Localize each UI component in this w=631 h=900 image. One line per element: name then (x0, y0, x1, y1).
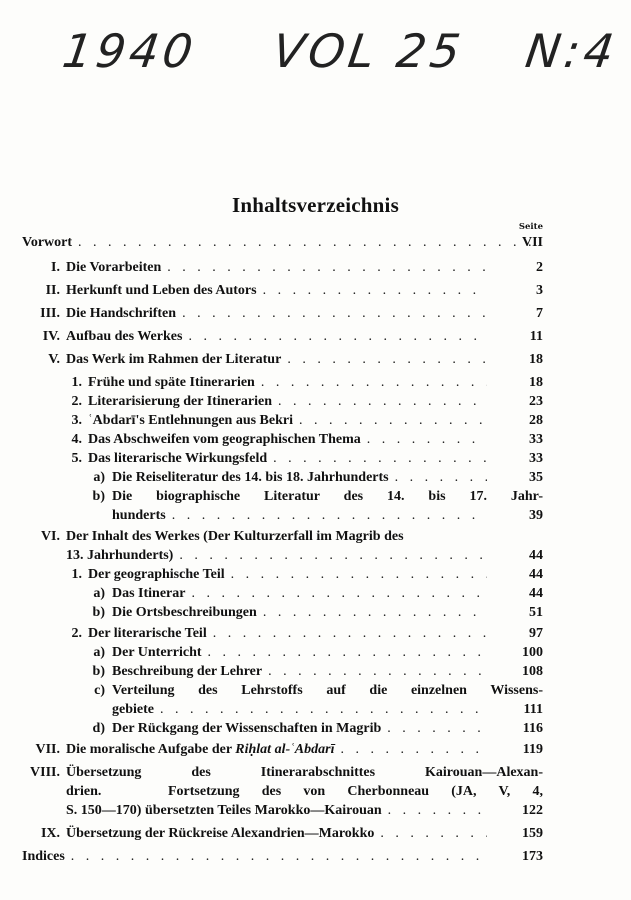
toc-entry-continued: gebiete . . . (112, 701, 493, 719)
toc-entry-continued: drien. Fortsetzung des von Cherbonneau (JA, V, 4, (66, 784, 543, 799)
toc-page: 111 (523, 702, 543, 717)
toc-page: 33 (529, 432, 543, 447)
toc-page: 23 (529, 394, 543, 409)
toc-entry: Die Handschriften . . . (66, 305, 493, 323)
toc-page: 173 (522, 849, 543, 864)
toc-page: 2 (536, 260, 543, 275)
toc-entry: Die Vorarbeiten . . . (66, 259, 493, 277)
toc-entry: Das literarische Wirkungsfeld . . . (88, 450, 493, 468)
toc-number: b) (92, 664, 105, 679)
toc-page: 100 (522, 645, 543, 660)
toc-page: 108 (522, 664, 543, 679)
toc-entry: Literarisierung der Itinerarien . . . (88, 393, 493, 411)
toc-entry: Die Reiseliteratur des 14. bis 18. Jahrhunderts . . . (112, 469, 493, 487)
toc-page: 18 (529, 375, 543, 390)
toc-entry: Beschreibung der Lehrer . . . (112, 663, 493, 681)
toc-page: 122 (522, 803, 543, 818)
toc-entry: Der Unterricht . . . (112, 644, 493, 662)
toc-entry-continued: 13. Jahrhunderts) . . . (66, 547, 493, 565)
handwritten-volume: VOL 25 (269, 24, 468, 78)
toc-number: 3. (71, 413, 82, 428)
toc-number: VI. (40, 529, 60, 544)
toc-entry: Übersetzung des Itinerarabschnittes Kairouan—Alexan- (66, 765, 543, 780)
toc-entry: Verteilung des Lehrstoffs auf die einzelnen Wissens- (112, 683, 543, 698)
toc-page: 18 (529, 352, 543, 367)
toc-number: IX. (40, 826, 60, 841)
toc-page: 33 (529, 451, 543, 466)
toc-entry: Das Werk im Rahmen der Literatur . . . (66, 351, 493, 369)
toc-number: 4. (71, 432, 82, 447)
toc-entry: Der literarische Teil . . . (88, 625, 493, 643)
toc-number: III. (40, 306, 60, 321)
toc-page: 97 (529, 626, 543, 641)
toc-entry-italic-title: Riḥlat al-ʿAbdarī (235, 742, 335, 757)
toc-number: b) (92, 489, 105, 504)
toc-page: 119 (522, 742, 543, 757)
toc-number: a) (93, 645, 105, 660)
toc-page: 159 (522, 826, 543, 841)
toc-number: VII. (35, 742, 60, 757)
toc-entry: Herkunft und Leben des Autors . . . (66, 282, 493, 300)
toc-page: VII (521, 235, 543, 250)
toc-entry: Der Inhalt des Werkes (Der Kulturzerfall im Magrib des (66, 529, 404, 544)
toc-number: 1. (71, 375, 82, 390)
toc-page: 35 (529, 470, 543, 485)
toc-page: 44 (529, 567, 543, 582)
toc-page: 3 (536, 283, 543, 298)
toc-entry-continued: hunderts . . . (112, 507, 493, 525)
toc-page: 51 (529, 605, 543, 620)
toc-number: b) (92, 605, 105, 620)
toc-number: 1. (71, 567, 82, 582)
toc-entry: Aufbau des Werkes . . . (66, 328, 493, 346)
toc-entry-continued: S. 150—170) übersetzten Teiles Marokko—Kairouan . . . (66, 802, 493, 820)
toc-page: 28 (529, 413, 543, 428)
toc-number: I. (51, 260, 60, 275)
handwritten-year: 1940 (59, 24, 200, 78)
toc-number: V. (48, 352, 60, 367)
toc-entry: Frühe und späte Itinerarien . . . (88, 374, 493, 392)
page-title: Inhaltsverzeichnis (232, 193, 399, 217)
toc-entry: ʿAbdarī's Entlehnungen aus Bekri . . . (88, 412, 493, 430)
toc-entry: Übersetzung der Rückreise Alexandrien—Marokko . . . (66, 825, 493, 843)
toc-page: 7 (536, 306, 543, 321)
toc-entry: Der Rückgang der Wissenschaften in Magrib . . . (112, 720, 493, 738)
toc-page: 116 (522, 721, 543, 736)
toc-number: 5. (71, 451, 82, 466)
toc-page: 11 (529, 329, 543, 344)
toc-entry: Der geographische Teil . . . (88, 566, 493, 584)
toc-page: 44 (529, 548, 543, 563)
handwritten-number: N:4 (522, 24, 622, 78)
toc-number: VIII. (30, 765, 60, 780)
toc-number: II. (45, 283, 60, 298)
toc-number: a) (93, 470, 105, 485)
toc-number: 2. (71, 626, 82, 641)
toc-number: a) (93, 586, 105, 601)
toc-entry-indices: Indices . . . (22, 848, 493, 866)
toc-number: IV. (42, 329, 60, 344)
toc-page: 44 (529, 586, 543, 601)
toc-number: c) (94, 683, 105, 698)
toc-entry: Das Itinerar . . . (112, 585, 493, 603)
toc-page: 39 (529, 508, 543, 523)
page-column-header: Seite (518, 222, 543, 232)
toc-entry-vorwort: Vorwort . . . (22, 234, 543, 252)
toc-entry: Die moralische Aufgabe der Riḥlat al-ʿAbdarī . . . (66, 741, 493, 759)
toc-entry: Das Abschweifen vom geographischen Thema . . . (88, 431, 493, 449)
toc-number: 2. (71, 394, 82, 409)
toc-entry: Die biographische Literatur des 14. bis 17. Jahr- (112, 489, 543, 504)
toc-entry: Die Ortsbeschreibungen . . . (112, 604, 493, 622)
toc-number: d) (92, 721, 105, 736)
